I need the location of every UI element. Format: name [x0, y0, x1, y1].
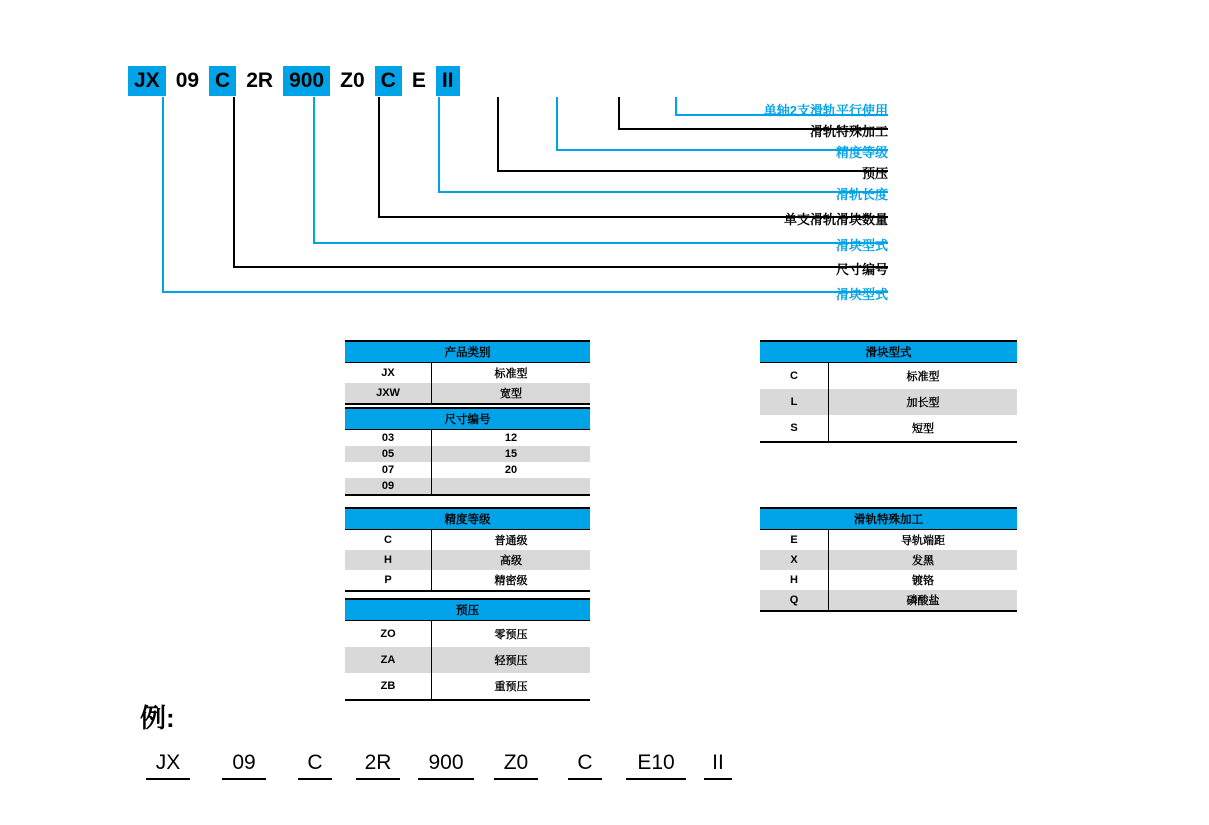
example-segment-8: E10 [626, 748, 686, 780]
table-cell-code: S [760, 415, 829, 442]
table-cell-code: L [760, 389, 829, 415]
table-size-code [345, 407, 590, 496]
table-cell-code: 07 [345, 462, 432, 478]
table-header-size-code: 尺寸编号 [345, 408, 590, 430]
table-cell-desc: 短型 [829, 415, 1018, 442]
table-product-type [345, 340, 590, 405]
table-cell-code: 05 [345, 446, 432, 462]
callout-label-block-type-1: 滑块型式 [835, 287, 888, 302]
code-segment-1: JX [128, 66, 166, 96]
example-segment-3: C [298, 748, 332, 780]
table-cell-desc [432, 478, 591, 495]
code-segment-5: 900 [283, 66, 330, 96]
table-header-block-type: 滑块型式 [760, 341, 1017, 363]
table-cell-code: 09 [345, 478, 432, 495]
table-accuracy-grade [345, 507, 590, 592]
example-segment-4: 2R [356, 748, 400, 780]
table-preload [345, 598, 590, 701]
table-cell-desc: 20 [504, 464, 518, 476]
table-cell-code: H [345, 550, 432, 570]
callout-label-preload: 预压 [861, 166, 888, 181]
example-segment-9: II [704, 748, 732, 780]
table-cell-code: JXW [345, 383, 432, 404]
table-rail-process [760, 507, 1017, 612]
table-cell-desc: 12 [504, 432, 518, 444]
table-cell-code: C [760, 363, 829, 390]
table-cell-desc: 发黑 [829, 550, 1018, 570]
table-cell-code: Q [760, 590, 829, 611]
code-segment-4: 2R [246, 69, 274, 92]
code-segment-8: E [411, 69, 426, 92]
example-code-row [146, 748, 736, 780]
callout-label-size-code: 尺寸编号 [835, 262, 888, 277]
table-cell-desc: 重预压 [432, 673, 591, 700]
callout-label-parallel-rails: 单轴2支滑轨平行使用 [763, 103, 888, 118]
callout-labels [0, 90, 1209, 305]
table-header-product-type: 产品类别 [345, 341, 590, 363]
table-header-rail-process: 滑轨特殊加工 [760, 508, 1017, 530]
example-segment-1: JX [146, 748, 190, 780]
code-segment-9: II [436, 66, 460, 96]
table-cell-desc: 加长型 [829, 389, 1018, 415]
callout-label-block-count: 单支滑轨滑块数量 [783, 212, 888, 227]
table-cell-code: ZB [345, 673, 432, 700]
table-cell-code: ZO [345, 621, 432, 648]
table-cell-desc: 精密级 [432, 570, 591, 591]
callout-label-accuracy-grade: 精度等级 [835, 145, 888, 160]
example-segment-7: C [568, 748, 602, 780]
table-header-accuracy-grade: 精度等级 [345, 508, 590, 530]
table-block-type [760, 340, 1017, 443]
table-cell-desc: 轻预压 [432, 647, 591, 673]
table-cell-desc: 15 [432, 446, 591, 462]
code-segment-6: Z0 [340, 69, 365, 92]
table-cell-desc: 标准型 [494, 368, 528, 380]
callout-label-rail-length: 滑轨长度 [835, 187, 888, 202]
table-cell-code: H [760, 570, 829, 590]
code-segment-3: C [209, 66, 236, 96]
example-heading: 例: [140, 703, 175, 733]
table-cell-desc: 零预压 [494, 629, 528, 641]
table-cell-desc: 标准型 [906, 371, 940, 383]
table-header-preload: 预压 [345, 599, 590, 621]
example-segment-5: 900 [418, 748, 474, 780]
callout-label-block-type-2: 滑块型式 [835, 238, 888, 253]
code-segment-2: 09 [175, 69, 200, 92]
table-cell-desc: 宽型 [432, 383, 591, 404]
table-cell-code: X [760, 550, 829, 570]
table-cell-code: C [345, 530, 432, 551]
table-cell-desc: 普通级 [494, 535, 528, 547]
table-cell-code: P [345, 570, 432, 591]
code-segment-7: C [375, 66, 402, 96]
example-segment-6: Z0 [494, 748, 538, 780]
table-cell-desc: 镀铬 [912, 575, 934, 587]
table-cell-desc: 高级 [432, 550, 591, 570]
table-cell-code: E [760, 530, 829, 551]
table-cell-code: ZA [345, 647, 432, 673]
callout-label-rail-process: 滑轨特殊加工 [809, 124, 888, 139]
table-cell-desc: 磷酸盐 [829, 590, 1018, 611]
table-cell-code: JX [345, 363, 432, 384]
example-segment-2: 09 [222, 748, 266, 780]
table-cell-code: 03 [345, 430, 432, 447]
table-cell-desc: 导轨端距 [901, 535, 945, 547]
